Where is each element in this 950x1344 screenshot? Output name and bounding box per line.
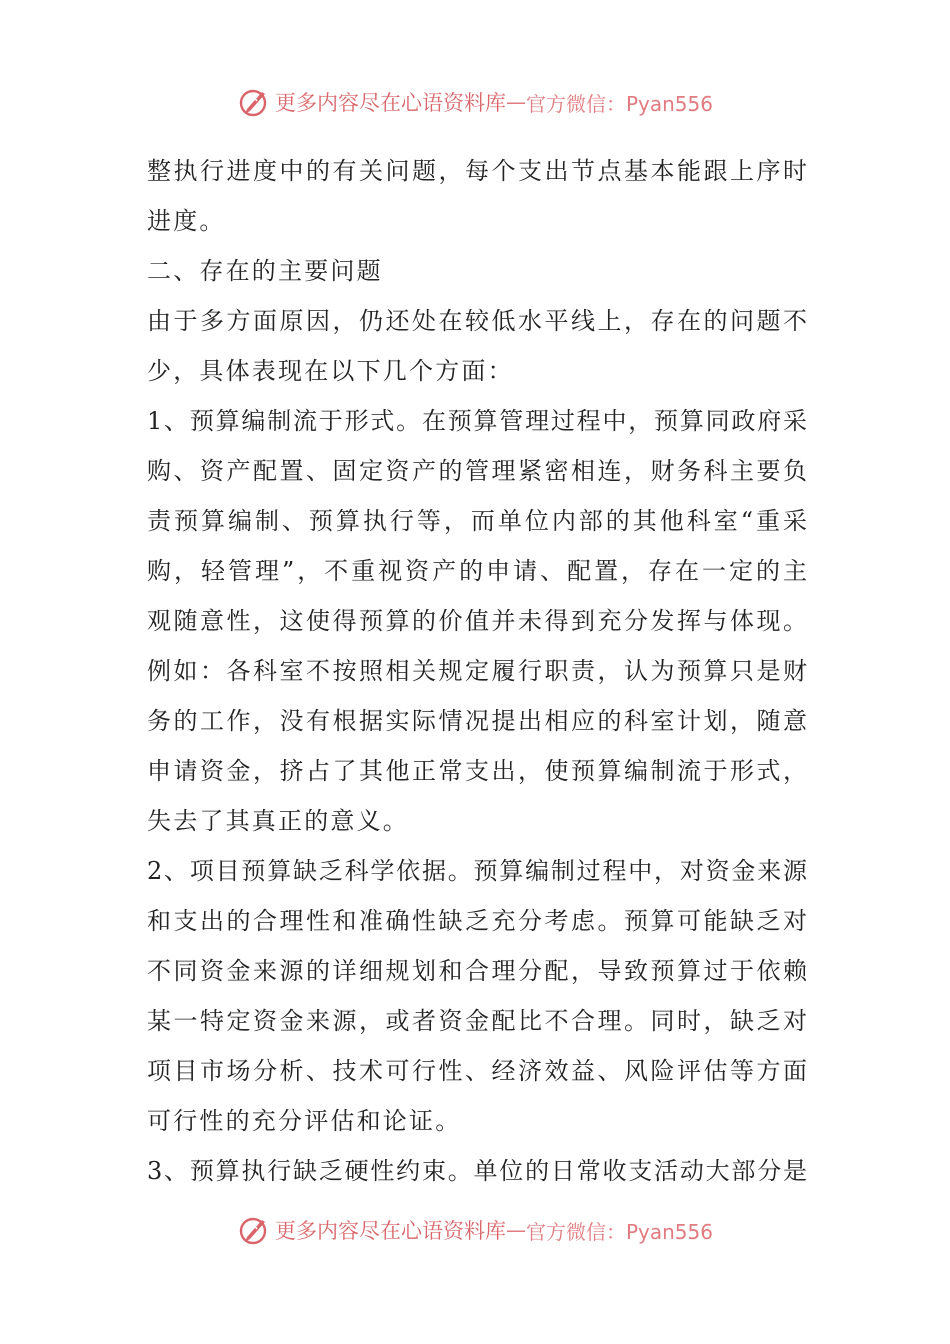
text-line: 3、预算执行缺乏硬性约束。单位的日常收支活动大部分是 xyxy=(147,1157,807,1185)
header-banner-inner xyxy=(237,85,713,119)
text-line: 不同资金来源的详细规划和合理分配，导致预算过于依赖 xyxy=(147,957,807,985)
pen-logo-icon xyxy=(237,1213,271,1247)
footer-banner-inner xyxy=(237,1213,713,1247)
text-line: 失去了其真正的意义。 xyxy=(147,807,409,835)
text-line: 某一特定资金来源，或者资金配比不合理。同时，缺乏对 xyxy=(147,1007,807,1035)
text-line: 1、预算编制流于形式。在预算管理过程中，预算同政府采 xyxy=(147,407,807,435)
text-line: 务的工作，没有根据实际情况提出相应的科室计划，随意 xyxy=(147,707,807,735)
text-line: 二、存在的主要问题 xyxy=(147,257,383,285)
footer-separator: — xyxy=(505,1218,526,1242)
text-line: 购、资产配置、固定资产的管理紧密相连，财务科主要负 xyxy=(147,457,807,485)
footer-wechat-text: 官方微信：Pyan556 xyxy=(525,1219,713,1244)
text-line: 观随意性，这使得预算的价值并未得到充分发挥与体现。 xyxy=(147,607,807,635)
text-line: 项目市场分析、技术可行性、经济效益、风险评估等方面 xyxy=(147,1057,807,1085)
text-line: 和支出的合理性和准确性缺乏充分考虑。预算可能缺乏对 xyxy=(147,907,807,935)
header-wechat-text: 官方微信：Pyan556 xyxy=(525,91,713,116)
text-line: 2、项目预算缺乏科学依据。预算编制过程中，对资金来源 xyxy=(147,857,807,885)
header-banner xyxy=(0,82,950,122)
text-line: 责预算编制、预算执行等，而单位内部的其他科室“重采 xyxy=(147,507,807,535)
text-line: 可行性的充分评估和论证。 xyxy=(147,1107,462,1135)
text-line: 申请资金，挤占了其他正常支出，使预算编制流于形式， xyxy=(147,757,807,785)
text-line: 进度。 xyxy=(147,207,226,235)
header-separator: — xyxy=(505,90,526,114)
pen-logo-icon xyxy=(237,85,271,119)
text-line: 购，轻管理”，不重视资产的申请、配置，存在一定的主 xyxy=(147,557,807,585)
footer-banner xyxy=(0,1210,950,1250)
text-line: 例如：各科室不按照相关规定履行职责，认为预算只是财 xyxy=(147,657,807,685)
text-line: 由于多方面原因，仍还处在较低水平线上，存在的问题不 xyxy=(147,307,807,335)
document-body xyxy=(147,146,807,1196)
footer-brand-text: 更多内容尽在心语资料库 xyxy=(274,1219,506,1243)
text-line: 少，具体表现在以下几个方面： xyxy=(147,357,514,385)
header-brand-text: 更多内容尽在心语资料库 xyxy=(274,91,506,115)
text-line: 整执行进度中的有关问题，每个支出节点基本能跟上序时 xyxy=(147,157,807,185)
